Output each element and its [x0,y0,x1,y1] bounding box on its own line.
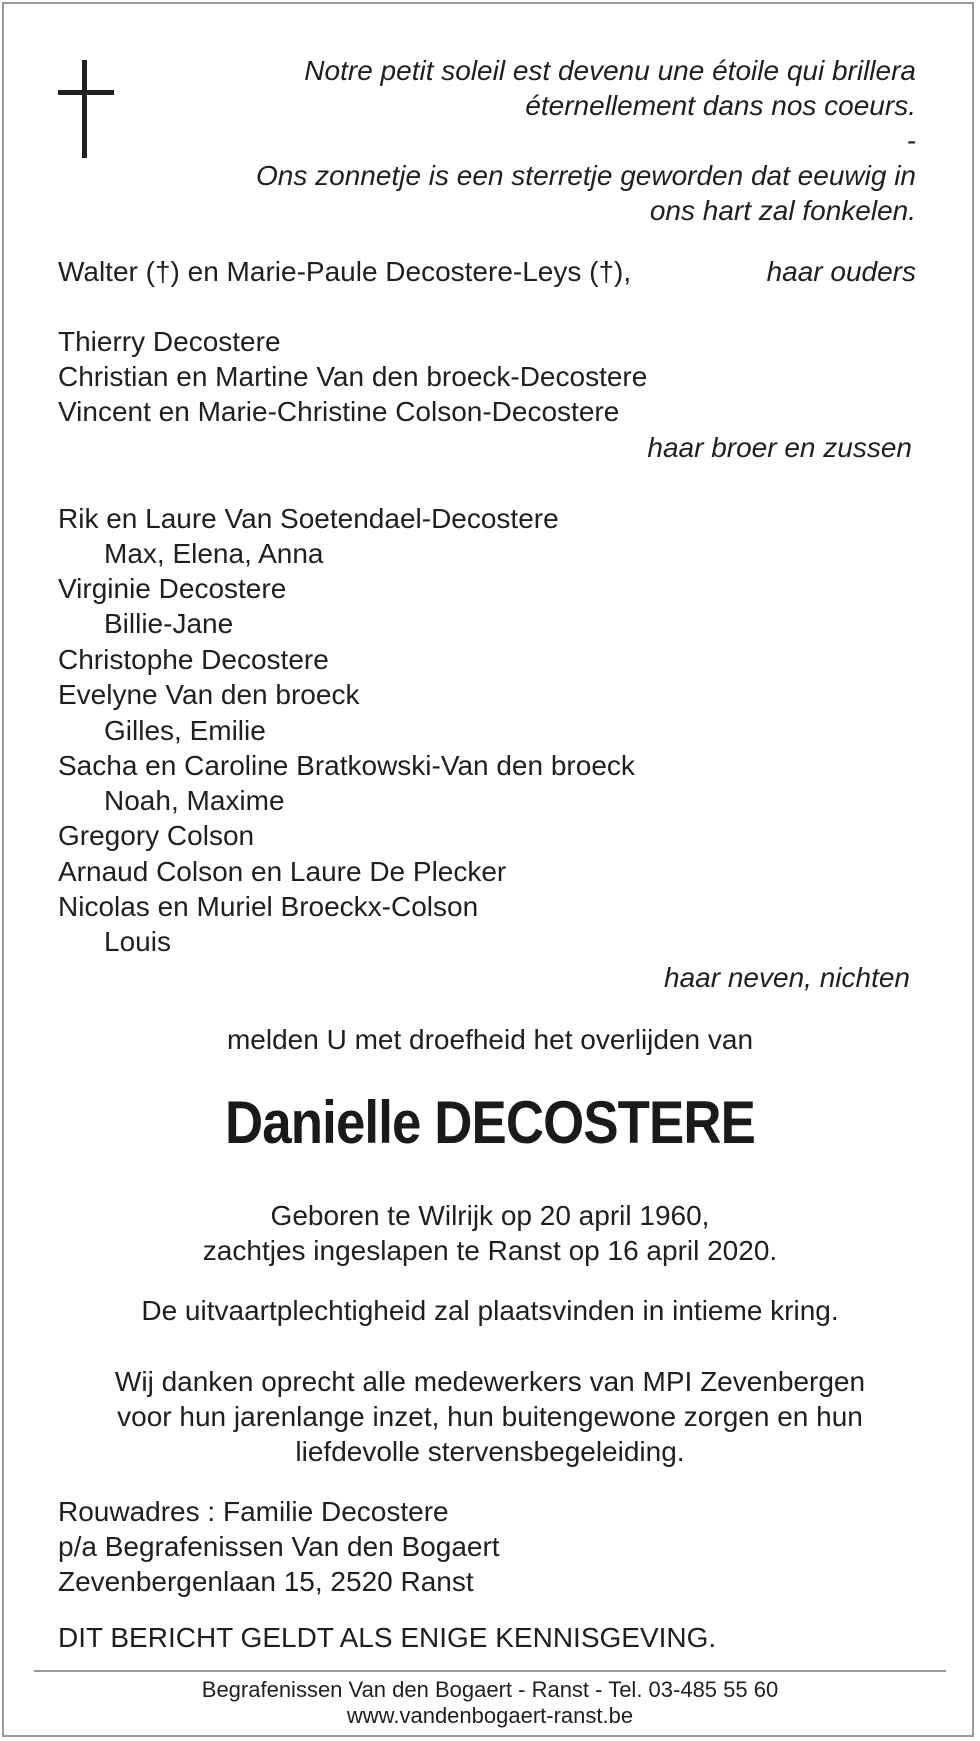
footer-divider [34,1670,946,1672]
child-names: Billie-Jane [104,608,234,639]
footer-company: Begrafenissen Van den Bogaert - Ranst - Tel. 03-485 55 60 [201,1677,779,1702]
sibling-name: Christian en Martine Van den broeck-Decostere [58,361,648,392]
deceased-name: Danielle DECOSTERE [225,1089,755,1156]
child-names: Gilles, Emilie [104,715,266,746]
parents-names: Walter (†) en Marie-Paule Decostere-Leys (†), [58,256,632,287]
death-line: zachtjes ingeslapen te Ranst op 16 april 2020. [202,1235,778,1266]
thanks-line-3: liefdevolle stervensbegeleiding. [295,1436,685,1467]
relative-name: Sacha en Caroline Bratkowski-Van den broeck [58,750,635,781]
quote-nl-line-2: ons hart zal fonkelen. [649,195,916,226]
address-line-3: Zevenbergenlaan 15, 2520 Ranst [58,1566,474,1597]
cross-icon [58,60,114,158]
parents-role: haar ouders [766,256,916,287]
thanks-line-1: Wij danken oprecht alle medewerkers van MPI Zevenbergen [114,1366,866,1397]
nephews-role: haar neven, nichten [664,962,910,993]
quote-fr-line-2: éternellement dans nos coeurs. [525,90,916,121]
footer-website: www.vandenbogaert-ranst.be [346,1703,634,1728]
notice: DIT BERICHT GELDT ALS ENIGE KENNISGEVING. [58,1622,717,1653]
address-line-1: Rouwadres : Familie Decostere [58,1496,449,1527]
relative-name: Arnaud Colson en Laure De Plecker [58,856,507,887]
relative-name: Christophe Decostere [58,644,329,675]
announcement: melden U met droefheid het overlijden van [226,1024,754,1055]
quote-nl-line-1: Ons zonnetje is een sterretje geworden dat eeuwig in [256,160,916,191]
quote-separator: - [906,125,916,156]
sibling-name: Vincent en Marie-Christine Colson-Decostere [58,396,620,427]
sibling-name: Thierry Decostere [58,326,281,357]
relative-name: Gregory Colson [58,820,255,851]
quote-fr-line-1: Notre petit soleil est devenu une étoile qui brillera [304,55,916,86]
birth-line: Geboren te Wilrijk op 20 april 1960, [270,1200,710,1231]
address-line-2: p/a Begrafenissen Van den Bogaert [58,1531,500,1562]
siblings-role: haar broer en zussen [647,432,912,463]
child-names: Noah, Maxime [104,785,285,816]
relative-name: Virginie Decostere [58,573,287,604]
ceremony-line: De uitvaartplechtigheid zal plaatsvinden in intieme kring. [141,1295,839,1326]
relative-name: Nicolas en Muriel Broeckx-Colson [58,891,479,922]
child-names: Max, Elena, Anna [104,538,324,569]
thanks-line-2: voor hun jarenlange inzet, hun buitengewone zorgen en hun [117,1401,863,1432]
relative-name: Evelyne Van den broeck [58,679,360,710]
relative-name: Rik en Laure Van Soetendael-Decostere [58,503,559,534]
child-names: Louis [104,926,171,957]
